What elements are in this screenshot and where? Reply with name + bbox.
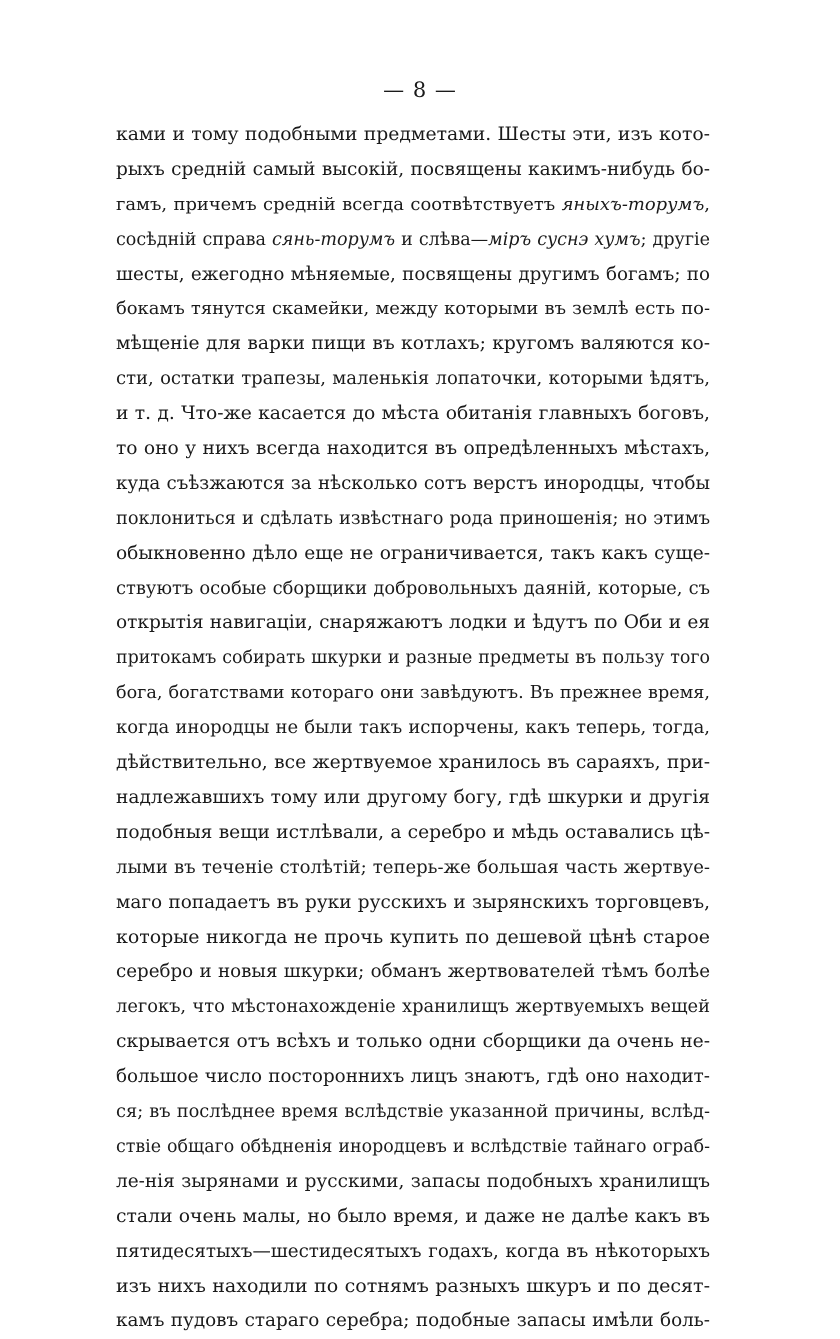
italic-term: яныхъ-торумъ xyxy=(561,193,705,215)
text-run: мѣщеніе для варки пищи въ котлахъ; кругомъ валяются ко- xyxy=(116,333,710,355)
text-run: легокъ, что мѣстонахожденіе хранилищъ жертвуемыхъ вещей xyxy=(116,996,710,1018)
text-line xyxy=(116,990,710,1025)
text-line xyxy=(116,955,710,990)
text-run: ся; въ послѣднее время вслѣдствіе указанной причины, вслѣд- xyxy=(116,1100,710,1122)
text-line xyxy=(116,292,710,327)
text-run: поклониться и сдѣлать извѣстнаго рода приношенія; но этимъ xyxy=(116,508,710,529)
text-line xyxy=(116,886,710,921)
text-line xyxy=(116,223,710,258)
text-line xyxy=(116,188,710,223)
text-line xyxy=(116,467,710,502)
text-run: ками и тому подобными предметами. Шесты эти, изъ кото- xyxy=(116,124,710,145)
text-run: дѣйствительно, все жертвуемое хранилось въ сараяхъ, при- xyxy=(116,752,710,774)
text-line xyxy=(116,1095,710,1130)
text-run: обыкновенно дѣло еще не ограничивается, такъ какъ суще- xyxy=(116,542,710,564)
text-run: маго попадаетъ въ руки русскихъ и зырянскихъ торговцевъ, xyxy=(116,891,710,913)
text-line xyxy=(116,781,710,816)
text-run: камъ пудовъ стараго серебра; подобные запасы имѣли боль- xyxy=(116,1310,710,1332)
text-run: которые никогда не прочь купить по дешевой цѣнѣ старое xyxy=(116,926,710,949)
text-run: когда инородцы не были такъ испорчены, какъ теперь, тогда, xyxy=(116,717,710,739)
text-line xyxy=(116,327,710,362)
text-run: притокамъ собирать шкурки и разные предметы въ пользу того xyxy=(116,648,710,669)
text-run: и т. д. Что-же касается до мѣста обитанія главныхъ боговъ, xyxy=(116,403,710,425)
text-line xyxy=(116,746,710,781)
text-run: надлежавшихъ тому или другому богу, гдѣ шкурки и другія xyxy=(116,786,710,808)
text-run: , xyxy=(704,193,710,215)
body-text xyxy=(116,118,710,1339)
text-line xyxy=(116,711,710,746)
text-line xyxy=(116,676,710,711)
text-run: и слѣва— xyxy=(395,229,489,250)
text-run: бога, богатствами котораго они завѣдуютъ. Въ прежнее время, xyxy=(116,683,710,704)
text-run: то оно у нихъ всегда находится въ опредѣленныхъ мѣстахъ, xyxy=(116,438,710,460)
text-line xyxy=(116,537,710,572)
text-run: серебро и новыя шкурки; обманъ жертвователей тѣмъ болѣе xyxy=(116,961,710,983)
italic-term: сянь-торумъ xyxy=(271,229,396,250)
text-line xyxy=(116,572,710,607)
text-line xyxy=(116,1304,710,1339)
text-run: рыхъ средній самый высокій, посвящены какимъ-нибудь бо- xyxy=(116,158,710,180)
text-run: пятидесятыхъ—шестидесятыхъ годахъ, когда въ нѣкоторыхъ xyxy=(116,1240,710,1262)
text-run: сосѣдній справа xyxy=(116,229,272,250)
text-line xyxy=(116,118,710,153)
text-line xyxy=(116,1200,710,1235)
text-run: гамъ, причемъ средній всегда соотвѣтствуетъ xyxy=(116,193,562,215)
text-run: подобныя вещи истлѣвали, а серебро и мѣдь оставались цѣ- xyxy=(116,821,710,843)
page-number: — 8 — xyxy=(383,78,457,102)
text-run: открытія навигаціи, снаряжаютъ лодки и ѣдутъ по Оби и ея xyxy=(116,612,710,634)
text-run: скрывается отъ всѣхъ и только одни сборщики да очень не- xyxy=(116,1031,710,1053)
text-line xyxy=(116,1060,710,1095)
text-line xyxy=(116,606,710,641)
text-run: бокамъ тянутся скамейки, между которыми въ землѣ есть по- xyxy=(116,298,710,320)
text-run: куда съѣзжаются за нѣсколько сотъ верстъ инородцы, чтобы xyxy=(116,472,710,494)
text-run: большое число постороннихъ лицъ знаютъ, гдѣ оно находит- xyxy=(116,1066,710,1088)
text-line xyxy=(116,258,710,293)
text-run: сти, остатки трапезы, маленькія лопаточки, которыми ѣдятъ, xyxy=(116,368,710,390)
text-line xyxy=(116,432,710,467)
text-line xyxy=(116,1025,710,1060)
text-line xyxy=(116,397,710,432)
text-line xyxy=(116,1130,710,1165)
text-run: шесты, ежегодно мѣняемые, посвящены другимъ богамъ; по xyxy=(116,263,710,285)
text-line xyxy=(116,851,710,886)
text-line xyxy=(116,816,710,851)
text-run: ствіе общаго обѣдненія инородцевъ и вслѣдствіе тайнаго ограб- xyxy=(116,1136,710,1157)
text-line xyxy=(116,153,710,188)
text-run: ле-нія зырянами и русскими, запасы подобныхъ хранилищъ xyxy=(116,1170,710,1192)
italic-term: міръ суснэ хумъ xyxy=(488,229,641,250)
text-line xyxy=(116,920,710,955)
text-line xyxy=(116,362,710,397)
text-line xyxy=(116,1235,710,1270)
text-run: лыми въ теченіе столѣтій; теперь-же большая часть жертвуе- xyxy=(116,856,710,878)
text-run: стали очень малы, но было время, и даже не далѣе какъ въ xyxy=(116,1205,710,1227)
text-run: ; другіе xyxy=(640,229,710,250)
text-line xyxy=(116,641,710,676)
text-line xyxy=(116,1269,710,1304)
text-run: ствуютъ особые сборщики добровольныхъ даяній, которые, съ xyxy=(116,577,710,599)
text-run: изъ нихъ находили по сотнямъ разныхъ шкуръ и по десят- xyxy=(116,1275,710,1298)
text-line xyxy=(116,502,710,537)
text-line xyxy=(116,1165,710,1200)
